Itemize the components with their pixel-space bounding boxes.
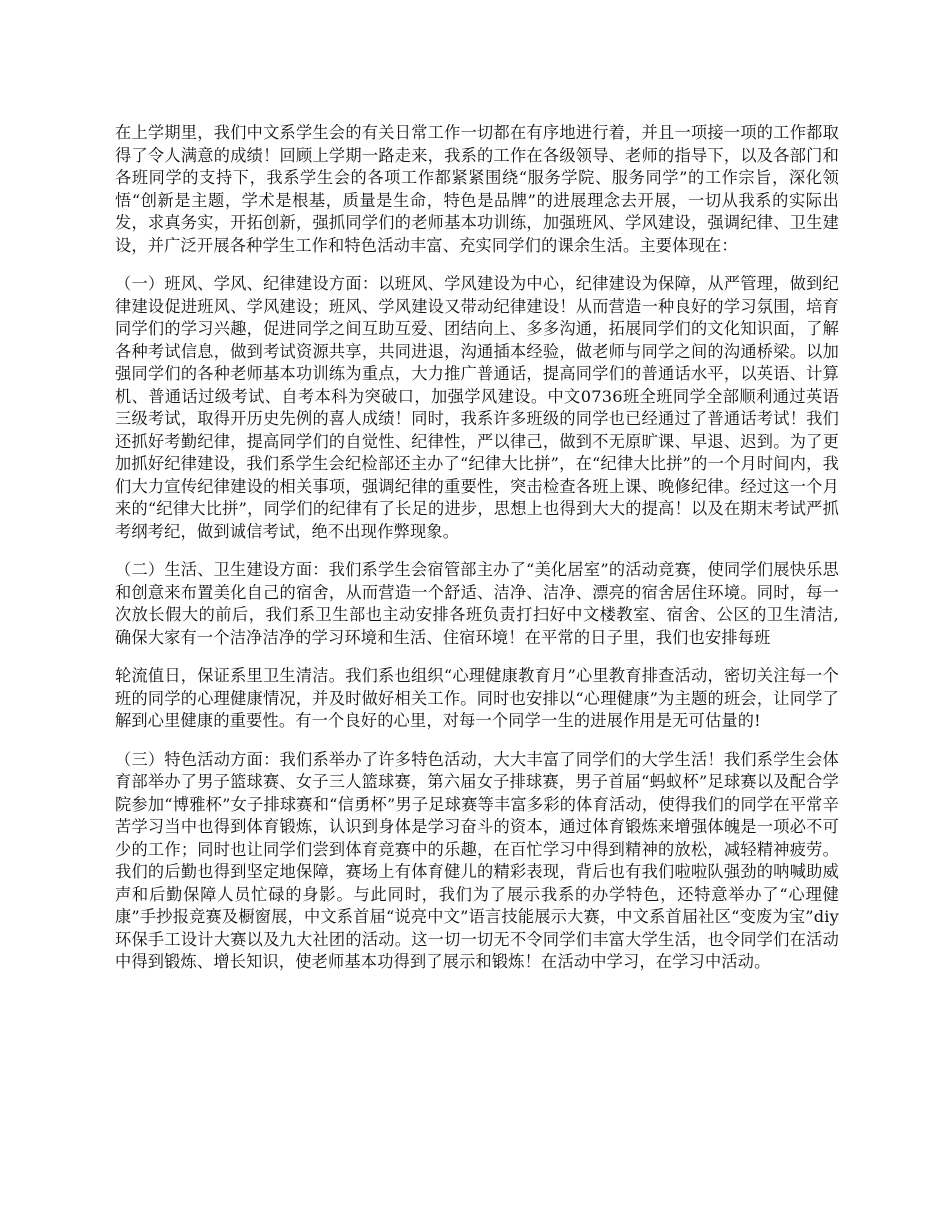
paragraph-mental-health: 轮流值日，保证系里卫生清洁。我们系也组织“心理健康教育月”心里教育排查活动，密切关注每一个班的同学的心理健康情况，并及时做好相关工作。同时也安排以“心理健康”为主题的班会，让同学了解到心里健康的重要性。有一个良好的心里，对每一个同学一生的进展作用是无可估量的! <box>115 666 839 730</box>
document-body <box>115 122 839 990</box>
paragraph-discipline: （一）班风、学风、纪律建设方面：以班风、学风建设为中心，纪律建设为保障，从严管理，做到纪律建设促进班风、学风建设；班风、学风建设又带动纪律建设！从而营造一种良好的学习氛围，培育同学们的学习兴趣，促进同学之间互助互爱、团结向上、多多沟通，拓展同学们的文化知识面，了解各种考试信息，做到考试资源共享，共同进退，沟通插本经验，做老师与同学之间的沟通桥梁。以加强同学们的各种老师基本功训练为重点，大力推广普通话，提高同学们的普通话水平，以英语、计算机、普通话过级考试、自考本科为突破口，加强学风建设。中文0736班全班同学全部顺利通过英语三级考试，取得开历史先例的喜人成绩！同时，我系许多班级的同学也已经通过了普通话考试！我们还抓好考勤纪律，提高同学们的自觉性、纪律性，严以律己，做到不无原旷课、早退、迟到。为了更加抓好纪律建设，我们系学生会纪检部还主办了“纪律大比拼”，在“纪律大比拼”的一个月时间内，我们大力宣传纪律建设的相关事项，强调纪律的重要性，突击检查各班上课、晚修纪律。经过这一个月来的“纪律大比拼”，同学们的纪律有了长足的进步，思想上也得到大大的提高！以及在期末考试严抓考纲考纪，做到诚信考试，绝不出现作弊现象。 <box>115 274 839 541</box>
paragraph-activities: （三）特色活动方面：我们系举办了许多特色活动，大大丰富了同学们的大学生活！我们系学生会体育部举办了男子篮球赛、女子三人篮球赛，第六届女子排球赛，男子首届“蚂蚁杯”足球赛以及配合学院参加“博雅杯”女子排球赛和“信勇杯”男子足球赛等丰富多彩的体育活动，使得我们的同学在平常辛苦学习当中也得到体育锻炼，认识到身体是学习奋斗的资本，通过体育锻炼来增强体魄是一项必不可少的工作；同时也让同学们尝到体育竞赛中的乐趣，在百忙学习中得到精神的放松，减轻精神疲劳。我们的后勤也得到坚定地保障，赛场上有体育健儿的精彩表现，背后也有我们啦啦队强劲的呐喊助威声和后勤保障人员忙碌的身影。与此同时，我们为了展示我系的办学特色，还特意举办了“心理健康”手抄报竞赛及橱窗展，中文系首届“说亮中文”语言技能展示大赛，中文系首届社区“变废为宝”diy环保手工设计大赛以及九大社团的活动。这一切一切无不令同学们丰富大学生活，也令同学们在活动中得到锻炼、增长知识，使老师基本功得到了展示和锻炼！在活动中学习，在学习中活动。 <box>115 749 839 971</box>
paragraph-hygiene: （二）生活、卫生建设方面：我们系学生会宿管部主办了“美化居室”的活动竞赛，使同学们展快乐思和创意来布置美化自己的宿舍，从而营造一个舒适、洁净、洁净、漂亮的宿舍居住环境。同时，每一次放长假大的前后，我们系卫生部也主动安排各班负责打扫好中文楼教室、宿舍、公区的卫生清洁,确保大家有一个洁净洁净的学习环境和生活、住宿环境！在平常的日子里，我们也安排每班 <box>115 560 839 647</box>
paragraph-intro: 在上学期里，我们中文系学生会的有关日常工作一切都在有序地进行着，并且一项接一项的工作都取得了令人满意的成绩！回顾上学期一路走来，我系的工作在各级领导、老师的指导下，以及各部门和各班同学的支持下，我系学生会的各项工作都紧紧围绕“服务学院、服务同学”的工作宗旨，深化领悟“创新是主题，学术是根基，质量是生命，特色是品牌”的进展理念去开展，一切从我系的实际出发，求真务实，开拓创新，强抓同学们的老师基本功训练，加强班风、学风建设，强调纪律、卫生建设，并广泛开展各种学生工作和特色活动丰富、充实同学们的课余生活。主要体现在： <box>115 123 839 255</box>
